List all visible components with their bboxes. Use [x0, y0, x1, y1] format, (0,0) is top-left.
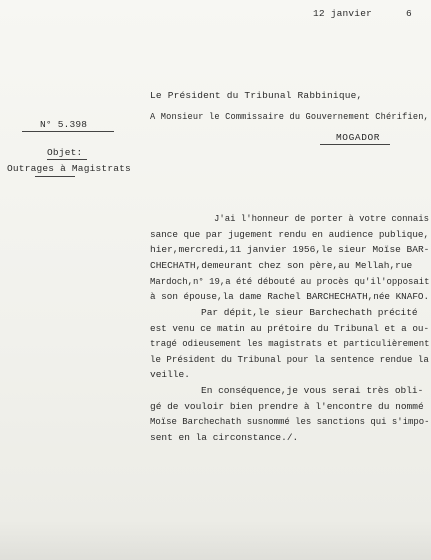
recipient-title: A Monsieur le Commissaire du Gouvernement Chérifien, — [150, 111, 429, 122]
body-line: gé de vouloir bien prendre à l'encontre du nommé — [150, 401, 424, 412]
letter-year-fragment: 6 — [406, 8, 412, 19]
body-line: sance que par jugement rendu en audience publique, — [150, 229, 430, 240]
reference-underline — [22, 131, 114, 132]
object-text-underline — [35, 176, 75, 177]
recipient-city: MOGADOR — [336, 132, 381, 143]
body-line: Mardoch,n° 19,a été débouté au procès qu'il'opposait — [150, 276, 430, 287]
body-line: Moïse Barchechath susnommé les sanctions qui s'impo- — [150, 416, 430, 427]
body-line: tragé odieusement les magistrats et particulièrement — [150, 338, 430, 349]
paper-shading — [0, 520, 431, 560]
object-label-underline — [47, 159, 87, 160]
reference-number: N° 5.398 — [40, 119, 88, 130]
body-line: J'ai l'honneur de porter à votre connais — [214, 213, 430, 224]
object-label: Objet: — [47, 147, 83, 158]
body-line: hier,mercredi,11 janvier 1956,le sieur Moïse BAR- — [150, 244, 430, 255]
body-line: veille. — [150, 369, 190, 380]
body-line: à son épouse,la dame Rachel BARCHECHATH,née KNAFO. — [150, 291, 430, 302]
body-line: En conséquence,je vous serai très obli- — [201, 385, 424, 396]
body-line: sent en la circonstance./. — [150, 432, 299, 443]
body-line: le Président du Tribunal pour la sentence rendue la — [150, 354, 429, 365]
body-line: CHECHATH,demeurant chez son père,au Mellah,rue — [150, 260, 413, 271]
body-line: est venu ce matin au prétoire du Tribunal et a ou- — [150, 323, 430, 334]
body-line: Par dépit,le sieur Barchechath précité — [201, 307, 418, 318]
letter-date: 12 janvier — [313, 8, 373, 19]
city-underline — [320, 144, 390, 145]
sender-title: Le Président du Tribunal Rabbinique, — [150, 90, 363, 101]
object-text: Outrages à Magistrats — [7, 163, 131, 174]
